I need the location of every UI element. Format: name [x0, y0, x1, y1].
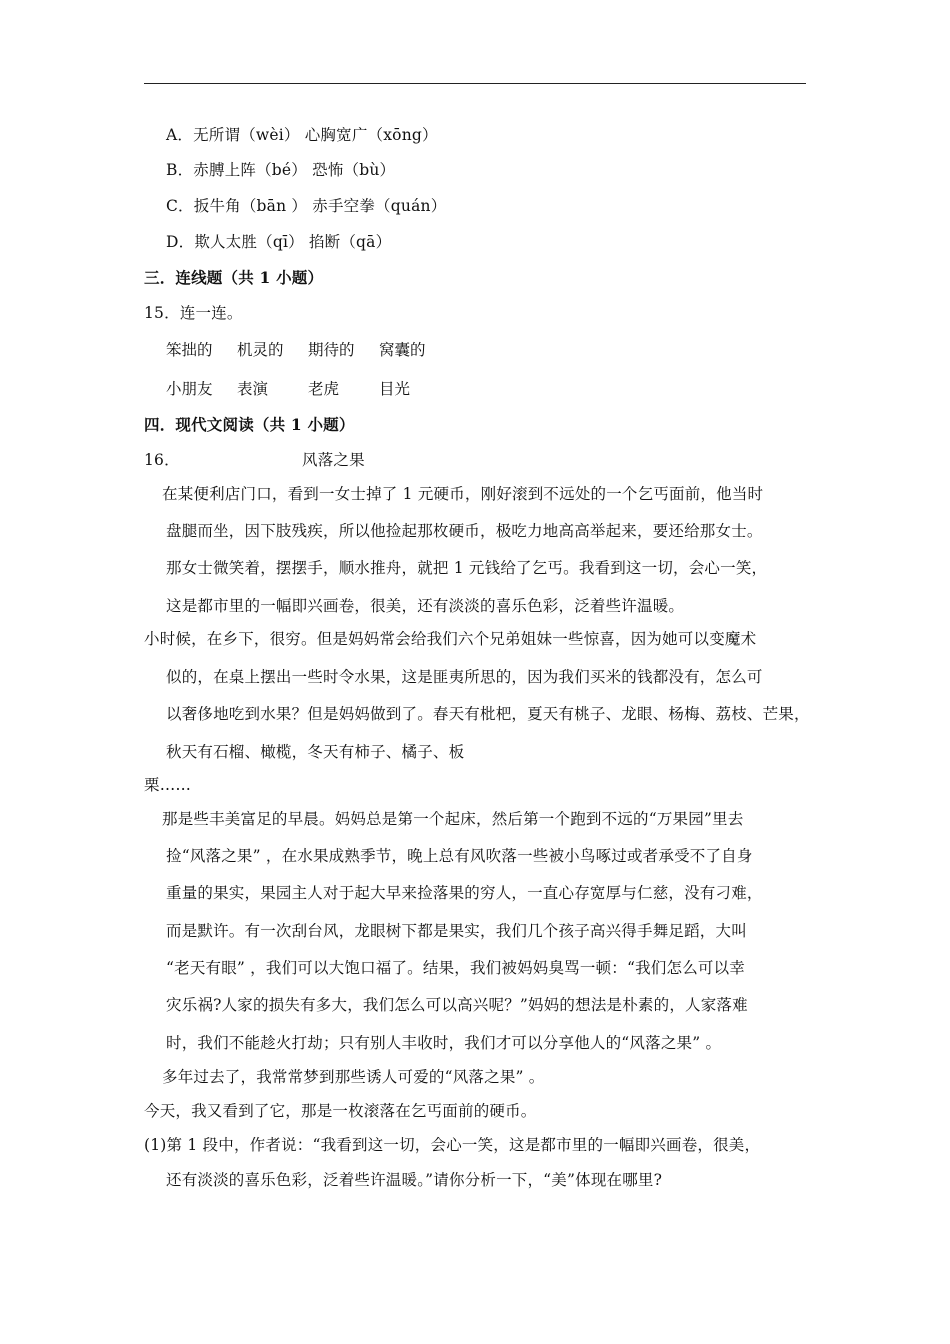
header-rule [144, 83, 806, 84]
match-noun-4: 目光 [379, 380, 411, 398]
section-4-heading: 四．现代文阅读（共 1 小题） [144, 415, 355, 434]
question-15: 15．连一连。 [144, 304, 243, 322]
option-c: C．扳牛角（bān ） 赤手空拳（quán） [166, 197, 447, 215]
passage-line: 那女士微笑着，摆摆手，顺水推舟，就把 1 元钱给了乞丐。我看到这一切，会心一笑， [166, 559, 768, 577]
passage-line: 时，我们不能趁火打劫；只有别人丰收时，我们才可以分享他人的“风落之果” 。 [166, 1034, 722, 1052]
match-noun-3: 老虎 [308, 380, 340, 398]
question-16: 16． [144, 451, 180, 469]
option-d: D．欺人太胜（qī） 掐断（qā） [166, 233, 392, 251]
passage-line: 重量的果实，果园主人对于起大早来捡落果的穷人，一直心存宽厚与仁慈，没有刁难， [166, 884, 763, 902]
match-word-2: 机灵的 [237, 341, 284, 359]
match-word-3: 期待的 [308, 341, 355, 359]
passage-title: 风落之果 [302, 451, 365, 469]
match-noun-2: 表演 [237, 380, 269, 398]
passage-line: 这是都市里的一幅即兴画卷，很美，还有淡淡的喜乐色彩，泛着些许温暖。 [166, 597, 685, 615]
passage-line: 以奢侈地吃到水果？但是妈妈做到了。春天有枇杷，夏天有桃子、龙眼、杨梅、荔枝、芒果， [166, 705, 810, 723]
option-a: A．无所谓（wèi） 心胸宽广（xōng） [166, 126, 438, 144]
match-noun-1: 小朋友 [166, 380, 213, 398]
passage-line: 捡“风落之果” ，在水果成熟季节，晚上总有风吹落一些被小鸟啄过或者承受不了自身 [166, 847, 753, 865]
match-word-1: 笨拙的 [166, 341, 213, 359]
match-word-4: 窝囊的 [379, 341, 426, 359]
section-3-heading: 三．连线题（共 1 小题） [144, 268, 324, 287]
passage-line: 栗…… [144, 776, 192, 794]
passage-line: 秋天有石榴、橄榄，冬天有柿子、橘子、板 [166, 743, 465, 761]
passage-line: 多年过去了，我常常梦到那些诱人可爱的“风落之果” 。 [162, 1068, 545, 1086]
passage-line: 小时候，在乡下，很穷。但是妈妈常会给我们六个兄弟姐妹一些惊喜，因为她可以变魔术 [144, 630, 757, 648]
passage-line: 在某便利店门口，看到一女士掉了 1 元硬币，刚好滚到不远处的一个乞丐面前，他当时 [162, 485, 764, 503]
passage-line: 灾乐祸?人家的损失有多大，我们怎么可以高兴呢？”妈妈的想法是朴素的，人家落难 [166, 996, 748, 1014]
option-b: B．赤膊上阵（bé） 恐怖（bù） [166, 161, 396, 179]
passage-line: 今天，我又看到了它，那是一枚滚落在乞丐面前的硬币。 [144, 1102, 537, 1120]
passage-line: “老天有眼” ，我们可以大饱口福了。结果，我们被妈妈臭骂一顿：“我们怎么可以幸 [166, 959, 746, 977]
passage-line: 盘腿而坐，因下肢残疾，所以他捡起那枚硬币，极吃力地高高举起来，要还给那女士。 [166, 522, 763, 540]
passage-line: 而是默许。有一次刮台风，龙眼树下都是果实，我们几个孩子高兴得手舞足蹈，大叫 [166, 922, 747, 940]
question-16-1: (1)第 1 段中，作者说：“我看到这一切，会心一笑，这是都市里的一幅即兴画卷，很美， [144, 1136, 761, 1154]
passage-line: 那是些丰美富足的早晨。妈妈总是第一个起床，然后第一个跑到不远的“万果园”里去 [162, 810, 744, 828]
passage-line: 似的，在桌上摆出一些时令水果，这是匪夷所思的，因为我们买米的钱都没有，怎么可 [166, 668, 763, 686]
question-16-1-cont: 还有淡淡的喜乐色彩，泛着些许温暖。”请你分析一下，“美”体现在哪里? [166, 1171, 663, 1189]
